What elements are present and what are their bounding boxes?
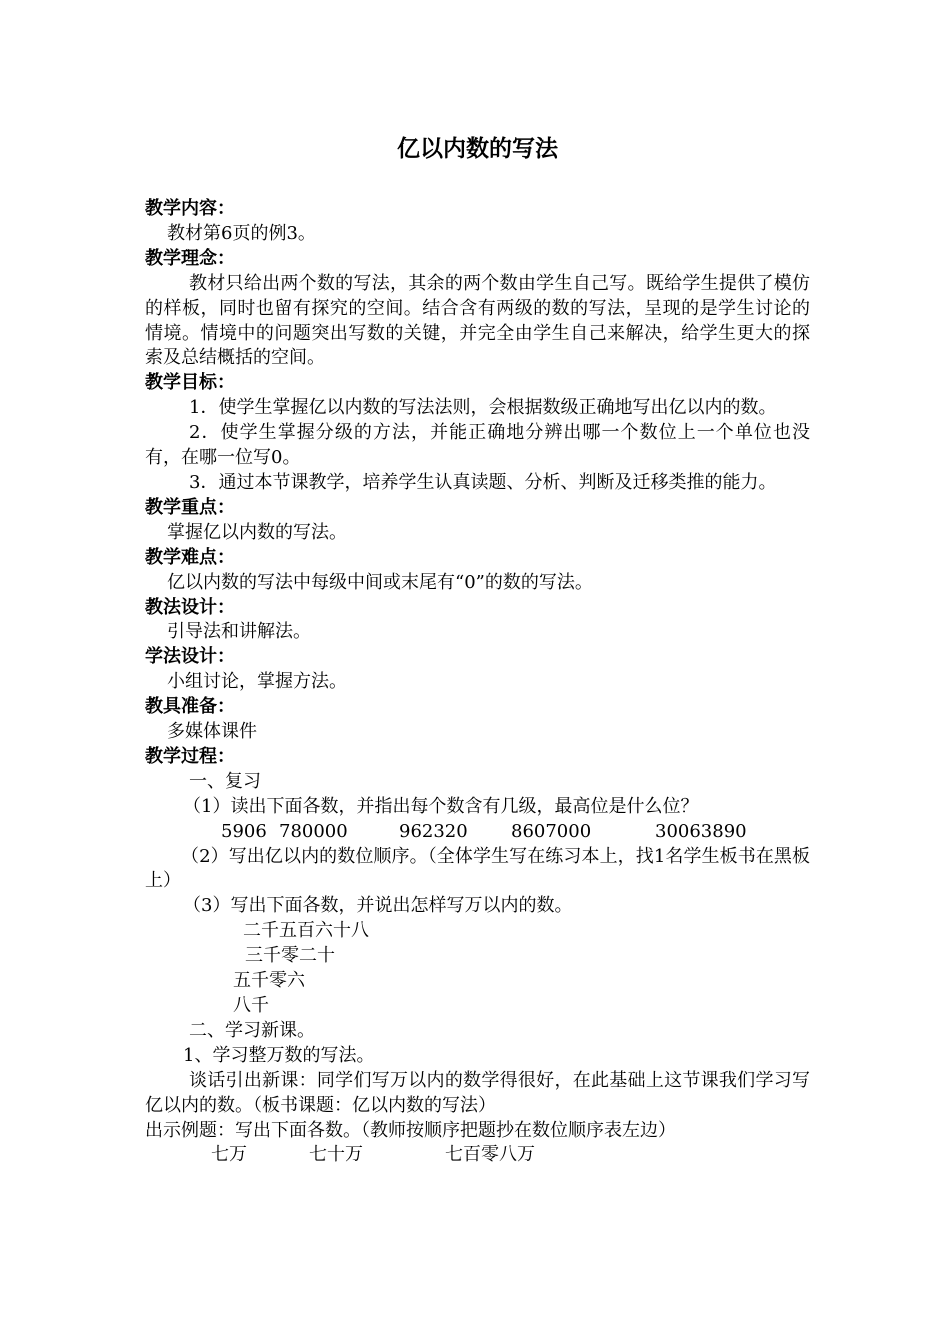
- new-lesson-heading: 二、学习新课。: [189, 1019, 315, 1041]
- review-question-1: （1）读出下面各数，并指出每个数含有几级，最高位是什么位？: [183, 795, 699, 817]
- content-heading: 教学内容：: [145, 198, 235, 219]
- review-number-list: [145, 820, 810, 845]
- content-text: 教材第6页的例3。: [167, 222, 316, 244]
- difficulty-heading: 教学难点：: [145, 546, 235, 568]
- key-heading: 教学重点：: [145, 496, 235, 518]
- review-heading: 一、复习: [189, 770, 261, 792]
- review-number: 8607000: [511, 820, 592, 842]
- new-lesson-sub-1: 1、学习整万数的写法。: [183, 1044, 375, 1066]
- document-body: [145, 197, 810, 1168]
- review-item: 八千: [233, 995, 269, 1016]
- review-item: 二千五百六十八: [243, 920, 369, 942]
- example-item: 七十万: [309, 1144, 363, 1166]
- study-heading: 学法设计：: [145, 646, 235, 668]
- study-text: 小组讨论，掌握方法。: [167, 671, 347, 693]
- review-number: 30063890: [655, 820, 747, 842]
- example-list: [145, 1143, 810, 1168]
- example-text: 出示例题：写出下面各数。（教师按顺序把题抄在数位顺序表左边）: [145, 1119, 676, 1141]
- difficulty-text: 亿以内数的写法中每级中间或末尾有“0”的数的写法。: [167, 571, 593, 593]
- new-lesson-intro: 谈话引出新课：同学们写万以内的数学得很好，在此基础上这节课我们学习写亿以内的数。（板书课题：亿以内数的写法）: [145, 1069, 810, 1116]
- concept-heading: 教学理念：: [145, 247, 235, 269]
- goals-heading: 教学目标：: [145, 372, 235, 394]
- review-item: 五千零六: [233, 970, 305, 992]
- review-question-3: （3）写出下面各数，并说出怎样写万以内的数。: [183, 895, 573, 917]
- goal-item: 3．通过本节课教学，培养学生认真读题、分析、判断及迁移类推的能力。: [189, 471, 777, 493]
- goal-item: 2．使学生掌握分级的方法，并能正确地分辨出哪一个数位上一个单位也没有，在哪一位写0。: [145, 422, 810, 469]
- review-number: 962320: [399, 820, 468, 842]
- document-title: 亿以内数的写法: [397, 135, 558, 162]
- tools-text: 多媒体课件: [167, 721, 257, 743]
- concept-text: 教材只给出两个数的写法，其余的两个数由学生自己写。既给学生提供了模仿的样板，同时也留有探究的空间。结合含有两级的数的写法，呈现的是学生讨论的情境。情境中的问题突出写数的关键，并完全由学生自己来解决，给学生更大的探索及总结概括的空间。: [145, 272, 810, 369]
- method-text: 引导法和讲解法。: [167, 621, 311, 643]
- process-heading: 教学过程：: [145, 745, 235, 767]
- key-text: 掌握亿以内数的写法。: [167, 521, 347, 543]
- review-number: 5906: [221, 820, 267, 842]
- example-item: 七万: [211, 1144, 247, 1166]
- goal-item: 1．使学生掌握亿以内数的写法法则，会根据数级正确地写出亿以内的数。: [189, 397, 777, 419]
- method-heading: 教法设计：: [145, 596, 235, 618]
- review-question-2: （2）写出亿以内的数位顺序。（全体学生写在练习本上，找1名学生板书在黑板上）: [145, 845, 810, 892]
- review-item: 三千零二十: [245, 945, 335, 967]
- tools-heading: 教具准备：: [145, 696, 235, 718]
- example-item: 七百零八万: [445, 1144, 535, 1166]
- review-number: 780000: [279, 820, 348, 842]
